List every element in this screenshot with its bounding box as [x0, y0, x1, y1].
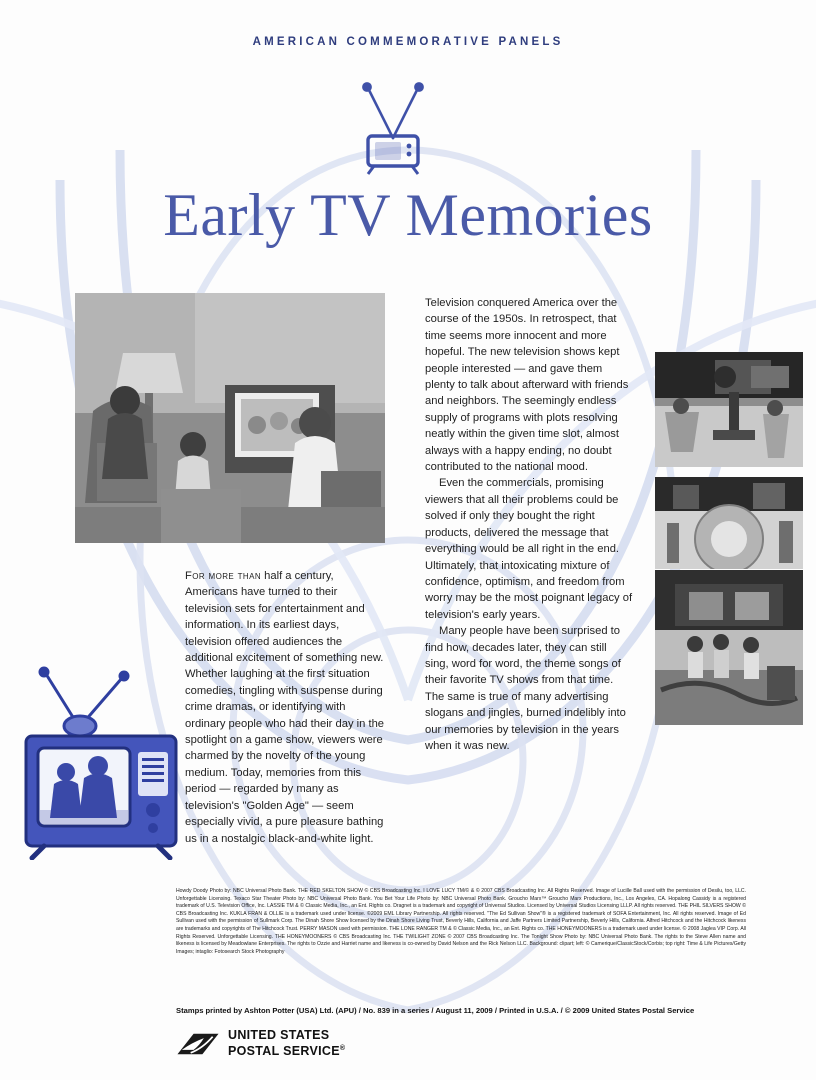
panel-heading: Early TV Memories	[163, 182, 653, 248]
body-right-column	[425, 295, 633, 754]
paragraph: Many people have been surprised to find how, decades later, they can still sing, word for word, the theme songs of their favorite TV shows from that time. The same is true of many advertising slogans and jingles, burned indelibly into our memories by television in the years when it was new.	[425, 625, 626, 752]
family-watching-tv-photo	[75, 293, 385, 543]
paragraph: Television conquered America over the course of the 1950s. In retrospect, that time seems more innocent and more hopeful. The new television shows kept people interested — and gave them plenty to talk about afterward with friends and neighbors. The seemingly endless supply of programs with plots resolving neatly within the given time slot, almost always with a happy ending, no doubt contributed to the national mood.	[425, 297, 629, 474]
body-left-column	[185, 568, 385, 847]
usps-logo	[176, 1026, 476, 1062]
registered-mark: ®	[339, 1045, 346, 1053]
credits-text: Howdy Doody Photo by: NBC Universal Photo Bank. THE RED SKELTON SHOW © CBS Broadcasting Inc. I LOVE LUCY TM/© & © 2007 CBS Broadcasting Inc. All Rights Reserved. Image of Lucille Ball used with the permission of Desilu, too, LLC. Unforgettable Licensing. Texaco Star Theater Photo by: NBC Universal Photo Bank. You Bet Your Life Photo by: NBC Universal Photo Bank. Groucho Marx™ Groucho Marx Productions, Inc., Los Angeles, CA. Hopalong Cassidy is a registered trademark of U.S. Television Office, Inc. LASSIE TM & © Classic Media, Inc., an Ent. Rights co. Dragnet is a trademark and copyright of Universal Studios. Licensed by Universal Studios Licensing LLLP. All rights reserved. THE PHIL SILVERS SHOW © CBS Broadcasting Inc. KUKLA FRAN & OLLIE is a trademark used under license. ©2009 EML Library Partnership. All rights reserved. "The Ed Sullivan Show"® is a registered trademark of SOFA Entertainment, Inc. All rights reserved. Image of Ed Sullivan used with the permission of Sullmark Corp. The Dinah Shore Show licensed by the Dinah Shore Living Trust, Beverly Hills, California and Jaffe Partners Limited Partnership, Beverly Hills, California. Alfred Hitchcock and the Hitchcock likeness are trademarks and copyrights of The Hitchcock Trust. PERRY MASON used with permission. THE LONE RANGER TM & © Classic Media, Inc., an Ent. Rights co. THE HONEYMOONERS is a trademark used under license. © 2008 Jaglea VIP Corp. All Rights Reserved. Unforgettable Licensing. THE HONEYMOONERS © CBS Broadcasting Inc. THE TWILIGHT ZONE © 2007 CBS Broadcasting Inc. The Tonight Show Photo by: NBC Universal Photo Bank. The rights to the Steve Allen name and likeness is licensed by Meadowlane Enterprises. The rights to Ozzie and Harriet name and likeness is co-owned by David Nelson and the Rick Nelson LLC. Background: clipart; left: © Camerique/ClassicStock/Corbis; top right: Time & Life Pictures/Getty Images; intaglio: Fotosearch Stock Photography	[176, 888, 746, 955]
tv-studio-set-photo	[655, 477, 803, 569]
usps-line-2: POSTAL SERVICE	[228, 1044, 340, 1059]
tv-studio-camera-photo	[655, 352, 803, 467]
footer-imprint: Stamps printed by Ashton Potter (USA) Ltd. (APU) / No. 839 in a series / August 11, 2009 / Printed in U.S.A. / © 2009 United States Postal Service	[176, 1006, 695, 1015]
tv-studio-crew-photo	[655, 570, 803, 725]
page-title: AMERICAN COMMEMORATIVE PANELS	[252, 36, 564, 48]
paragraph: half a century, Americans have turned to their television sets for entertainment and information. In its earliest days, television offered audiences the additional excitement of something new. Whether laughing at the first situation comedies, tingling with suspense during crime dramas, or identifying with ordinary people who had their day in the spotlight on a game show, viewers were charmed by the novelty of the young medium. Today, memories from this period — regarded by many as television's "Golden Age" — seem especially vivid, a pure pleasure bathing us in a nostalgic black-and-white light.	[185, 570, 385, 845]
paragraph: Even the commercials, promising viewers that all their problems could be solved if only they bought the right products, delivered the message that everything would be all right in the end. Ultimately, that intoxicating mixture of confidence, optimism, and freedom from worry may be the most poignant legacy of television's early years.	[425, 477, 633, 621]
usps-line-1: UNITED STATES	[228, 1028, 330, 1043]
usps-wordmark	[228, 1029, 345, 1058]
tv-antenna-icon	[338, 82, 448, 177]
blue-television-illustration	[18, 660, 198, 860]
usps-eagle-icon	[176, 1029, 220, 1059]
lead-in-text: For more than	[185, 570, 262, 582]
